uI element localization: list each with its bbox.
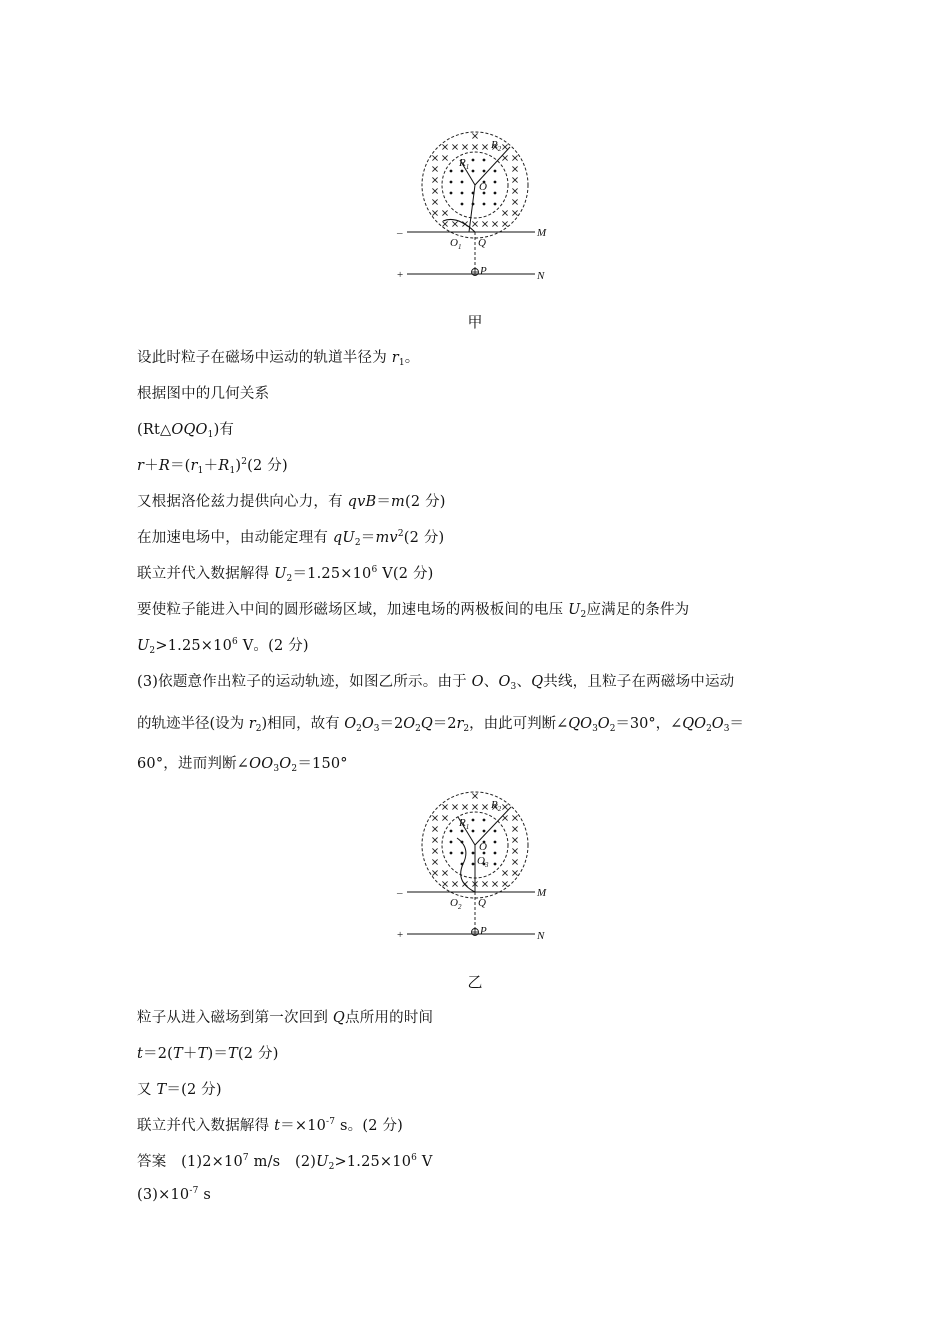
label-r2: $R_2$ <box>491 139 502 153</box>
label-r1: $R_1$ <box>459 817 470 831</box>
label-q: Q <box>478 237 486 249</box>
label-o2: $O_2$ <box>450 897 462 911</box>
text-line: $(Rt\triangle OQO_1)$有 <box>137 422 235 440</box>
label-p: P <box>480 265 487 277</box>
text-line: 设此时粒子在磁场中运动的轨道半径为 $r_1$。 <box>137 350 420 368</box>
field-dot-mark <box>472 159 475 162</box>
text-line: 要使粒子能进入中间的圆形磁场区域，加速电场的两极板间的电压 $U_2$应满足的条件为 <box>137 602 690 620</box>
field-dot-mark <box>494 863 497 866</box>
field-dot-mark <box>450 192 453 195</box>
text-line: t＝2(T＋T)＝T(2 分) <box>137 1046 279 1062</box>
figure-jia <box>395 122 555 287</box>
field-dot-mark <box>472 852 475 855</box>
field-dot-mark <box>461 203 464 206</box>
field-dot-mark <box>472 819 475 822</box>
caption-yi: 乙 <box>467 973 483 991</box>
label-p: P <box>480 925 487 937</box>
text-line: 根据图中的几何关系 <box>137 386 270 402</box>
field-dot-mark <box>461 852 464 855</box>
label-m: M <box>537 887 547 899</box>
field-dot-mark <box>450 181 453 184</box>
answer-line: 答案 $(1)2\times 10^7$ m/s $(2)U_2>1.25\times 10^6$ V <box>137 1153 433 1172</box>
label-r1: $R_1$ <box>459 157 470 171</box>
label-plus: + <box>397 929 404 941</box>
field-dot-mark <box>472 863 475 866</box>
label-o3: $O_3$ <box>477 855 489 869</box>
label-n: N <box>537 270 545 282</box>
text-line: 又 T＝(2 分) <box>137 1082 222 1098</box>
text-line: 在加速电场中，由动能定理有 $qU_2=mv^2(2$ 分) <box>137 529 445 548</box>
field-dot-mark <box>494 830 497 833</box>
field-dot-mark <box>494 203 497 206</box>
field-dot-mark <box>461 181 464 184</box>
field-dot-mark <box>472 170 475 173</box>
label-m: M <box>537 227 547 239</box>
label-o: O <box>479 181 487 193</box>
text-line: 60°，进而判断$\angle OO_3O_2=150^\circ$ <box>137 756 348 774</box>
field-dot-mark <box>483 159 486 162</box>
label-n: N <box>537 930 545 942</box>
field-dot-mark <box>461 170 464 173</box>
label-o: O <box>479 841 487 853</box>
text-line: 联立并代入数据解得 $U_2=1.25\times 10^6$ V(2 分) <box>137 565 434 584</box>
field-dot-mark <box>472 830 475 833</box>
label-r2: $R_2$ <box>491 799 502 813</box>
text-line: 粒子从进入磁场到第一次回到 Q点所用的时间 <box>137 1010 434 1026</box>
magnetic-field-diagram-jia <box>395 122 555 287</box>
field-dot-mark <box>494 181 497 184</box>
label-plus: + <box>397 269 404 281</box>
field-dot-mark <box>461 830 464 833</box>
field-dot-mark <box>494 192 497 195</box>
text-line: (3)依题意作出粒子的运动轨迹，如图乙所示。由于 O、$O_3$、Q共线，且粒子在两磁场中运动 <box>137 674 735 692</box>
field-dot-mark <box>450 841 453 844</box>
field-dot-mark <box>483 203 486 206</box>
label-q: Q <box>478 897 486 909</box>
field-dot-mark <box>450 830 453 833</box>
text-line: $U_2>1.25\times 10^6$ V。(2 分) <box>137 637 309 656</box>
text-line: 的轨迹半径(设为 $r_2$)相同，故有 $O_2O_3=2O_2Q=2r_2$，由此可判断$\angle QO_3O_2=30^\circ$，$\angle QO_2O_3=$ <box>137 716 744 734</box>
label-o1: $O_1$ <box>450 237 462 251</box>
label-minus: – <box>397 227 403 239</box>
text-line: 联立并代入数据解得 $t=\times 10^{-7}$ s。(2 分) <box>137 1117 404 1134</box>
caption-jia: 甲 <box>467 313 483 331</box>
magnetic-field-diagram-yi <box>395 782 555 947</box>
text-line: 又根据洛伦兹力提供向心力，有 qvB＝m(2 分) <box>137 494 446 510</box>
field-dot-mark <box>483 830 486 833</box>
field-dot-mark <box>483 819 486 822</box>
field-dot-mark <box>461 192 464 195</box>
field-dot-mark <box>450 852 453 855</box>
field-dot-mark <box>494 170 497 173</box>
field-dot-mark <box>450 170 453 173</box>
field-dot-mark <box>494 852 497 855</box>
label-minus: – <box>397 887 403 899</box>
text-line: $r+R=(r_1+R_1)^2(2$ 分) <box>137 457 288 476</box>
answer-line: $(3)\times 10^{-7}$ s <box>137 1186 211 1203</box>
field-dot-mark <box>483 170 486 173</box>
figure-yi <box>395 782 555 947</box>
field-dot-mark <box>494 841 497 844</box>
